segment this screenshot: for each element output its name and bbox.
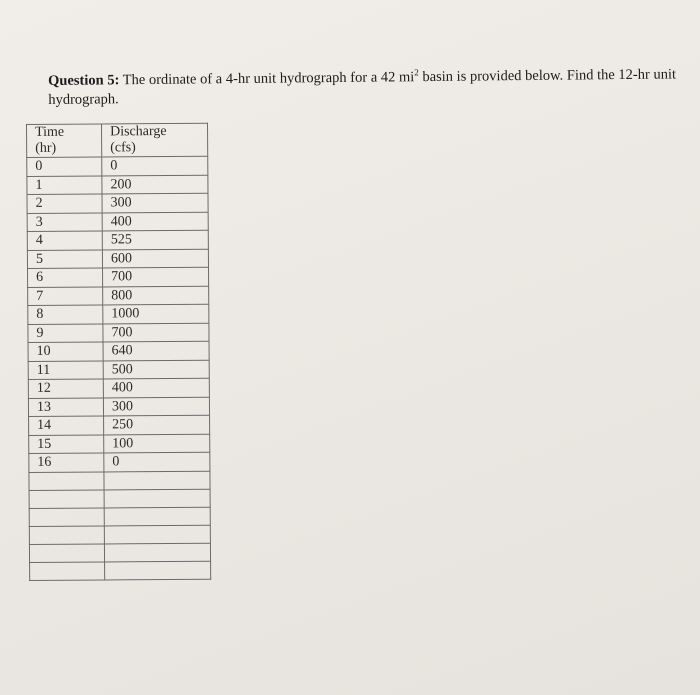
table-row (29, 452, 210, 472)
table-row (28, 267, 209, 287)
table-row (28, 378, 209, 398)
table-row (27, 175, 208, 195)
table-row (27, 249, 208, 269)
discharge-header-line1: Discharge (110, 124, 167, 140)
table-row (27, 212, 208, 232)
time-cell: 5 (27, 249, 102, 268)
discharge-cell: 0 (104, 452, 210, 471)
discharge-cell: 400 (102, 212, 208, 231)
time-cell: 8 (28, 305, 103, 324)
table-row (28, 360, 209, 380)
table-header-row (27, 123, 208, 157)
discharge-cell: 525 (102, 230, 208, 249)
empty-cell (29, 471, 104, 490)
time-cell: 1 (27, 175, 102, 194)
time-cell: 14 (29, 416, 104, 435)
empty-table-row (29, 507, 210, 526)
discharge-cell: 600 (102, 249, 208, 268)
discharge-cell: 640 (103, 341, 209, 360)
empty-cell (29, 489, 104, 508)
hydrograph-table (26, 123, 211, 581)
empty-cell (29, 543, 104, 562)
time-cell: 15 (29, 434, 104, 453)
discharge-cell: 1000 (103, 304, 209, 323)
question-body-start: The ordinate of a 4-hr unit hydrograph for a 42 mi (122, 69, 415, 89)
time-cell: 6 (28, 268, 103, 287)
empty-cell (105, 561, 211, 580)
empty-cell (104, 489, 210, 508)
discharge-cell: 800 (103, 286, 209, 305)
time-cell: 0 (27, 157, 102, 176)
table-row (28, 304, 209, 324)
time-cell: 16 (29, 453, 104, 472)
discharge-cell: 200 (102, 175, 208, 194)
discharge-cell: 700 (103, 323, 209, 342)
table-row (29, 434, 210, 454)
empty-table-row (29, 489, 210, 508)
time-cell: 10 (28, 342, 103, 361)
empty-cell (104, 525, 210, 544)
time-cell: 11 (28, 360, 103, 379)
discharge-cell: 0 (102, 156, 208, 175)
time-header-line2: (hr) (35, 140, 57, 156)
question-text (48, 65, 678, 110)
empty-table-row (29, 471, 210, 490)
time-cell: 4 (27, 231, 102, 250)
empty-table-row (29, 543, 210, 562)
empty-table-row (29, 525, 210, 544)
question-label: Question 5: (48, 72, 120, 89)
discharge-cell: 500 (103, 360, 209, 379)
empty-cell (104, 507, 210, 526)
discharge-cell: 300 (102, 193, 208, 212)
question-body-end: basin is provided below. Find the 12-hr unit hydrograph. (48, 66, 677, 108)
time-header (27, 124, 102, 158)
time-cell: 13 (28, 397, 103, 416)
table-row (28, 341, 209, 361)
time-cell: 7 (28, 286, 103, 305)
unit-superscript: 2 (414, 67, 419, 78)
empty-cell (104, 543, 210, 562)
table-row (27, 156, 208, 176)
table-body (27, 156, 211, 580)
hydrograph-table-wrapper (26, 123, 211, 581)
table-row (28, 286, 209, 306)
discharge-header-line2: (cfs) (110, 140, 136, 156)
time-cell: 2 (27, 194, 102, 213)
time-cell: 9 (28, 323, 103, 342)
time-header-line1: Time (35, 124, 65, 140)
discharge-cell: 250 (104, 415, 210, 434)
time-cell: 12 (28, 379, 103, 398)
empty-cell (104, 471, 210, 490)
discharge-cell: 400 (103, 378, 209, 397)
table-row (27, 230, 208, 250)
empty-cell (29, 525, 104, 544)
empty-cell (29, 507, 104, 526)
discharge-cell: 300 (103, 397, 209, 416)
empty-table-row (30, 561, 211, 580)
discharge-cell: 700 (103, 267, 209, 286)
discharge-cell: 100 (104, 434, 210, 453)
table-row (28, 323, 209, 343)
discharge-header (102, 123, 208, 157)
time-cell: 3 (27, 212, 102, 231)
table-row (29, 415, 210, 435)
table-row (27, 193, 208, 213)
empty-cell (30, 561, 105, 580)
table-row (28, 397, 209, 417)
